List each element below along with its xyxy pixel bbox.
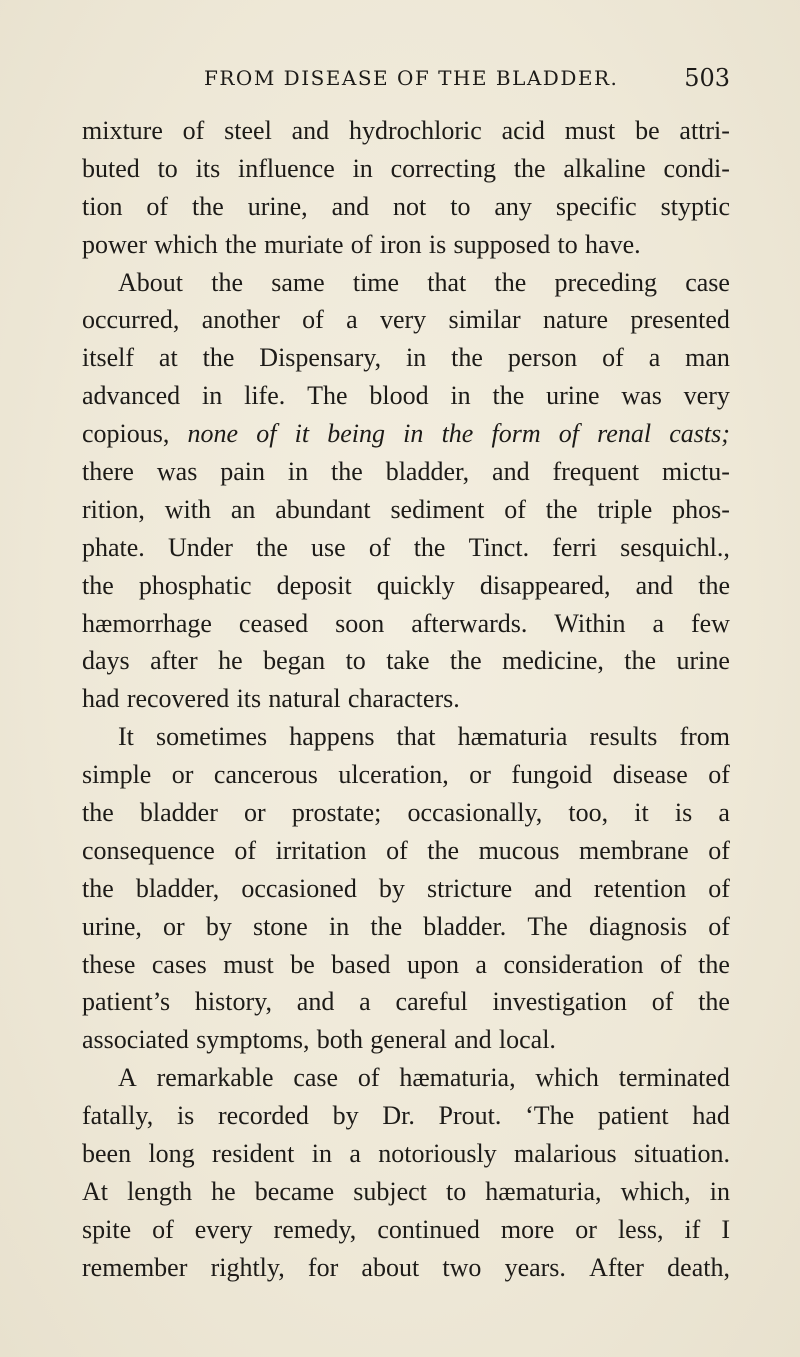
text-line: been long resident in a notoriously malarious situation.	[82, 1139, 730, 1169]
text-line: urine, or by stone in the bladder. The diagnosis of	[82, 911, 730, 941]
text-line: patient’s history, and a careful investigation of the	[82, 987, 730, 1017]
text-line: A remarkable case of hæmaturia, which terminated	[118, 1063, 730, 1093]
text-line: these cases must be based upon a consideration of the	[82, 949, 730, 979]
text-line: simple or cancerous ulceration, or fungoid disease of	[82, 760, 730, 790]
page-header	[82, 66, 730, 96]
text-line: days after he began to take the medicine, the urine	[82, 646, 730, 676]
text-line: At length he became subject to hæmaturia, which, in	[82, 1176, 730, 1206]
text-line: remember rightly, for about two years. After death,	[82, 1252, 730, 1282]
text-line: phate. Under the use of the Tinct. ferri sesquichl.,	[82, 532, 730, 562]
text-line: copious, none of it being in the form of renal casts;	[82, 419, 730, 449]
text-line: consequence of irritation of the mucous membrane of	[82, 835, 730, 865]
text-line: advanced in life. The blood in the urine was very	[82, 381, 730, 411]
text-line: occurred, another of a very similar nature presented	[82, 305, 730, 335]
text-line: the bladder or prostate; occasionally, too, it is a	[82, 798, 730, 828]
text-line: spite of every remedy, continued more or less, if I	[82, 1214, 730, 1244]
text-line: had recovered its natural characters.	[82, 684, 460, 714]
text-line: hæmorrhage ceased soon afterwards. Within a few	[82, 608, 730, 638]
running-head: FROM DISEASE OF THE BLADDER.	[204, 66, 619, 90]
text-line: the phosphatic deposit quickly disappeared, and the	[82, 570, 730, 600]
text-line: It sometimes happens that hæmaturia results from	[118, 722, 730, 752]
text-line: the bladder, occasioned by stricture and retention of	[82, 873, 730, 903]
text-line: mixture of steel and hydrochloric acid must be attri-	[82, 116, 730, 145]
text-line: rition, with an abundant sediment of the triple phos-	[82, 494, 730, 524]
page-number: 503	[684, 64, 730, 92]
body-text	[82, 112, 730, 1287]
text-line: About the same time that the preceding case	[118, 267, 730, 297]
text-line: there was pain in the bladder, and frequent mictu-	[82, 457, 730, 487]
text-line: associated symptoms, both general and local.	[82, 1025, 556, 1055]
text-line: power which the muriate of iron is supposed to have.	[82, 229, 641, 259]
text-line: fatally, is recorded by Dr. Prout. ‘The patient had	[82, 1101, 730, 1131]
text-line: tion of the urine, and not to any specific styptic	[82, 191, 730, 221]
text-line: itself at the Dispensary, in the person of a man	[82, 343, 730, 373]
text-line: buted to its influence in correcting the alkaline condi-	[82, 153, 730, 183]
